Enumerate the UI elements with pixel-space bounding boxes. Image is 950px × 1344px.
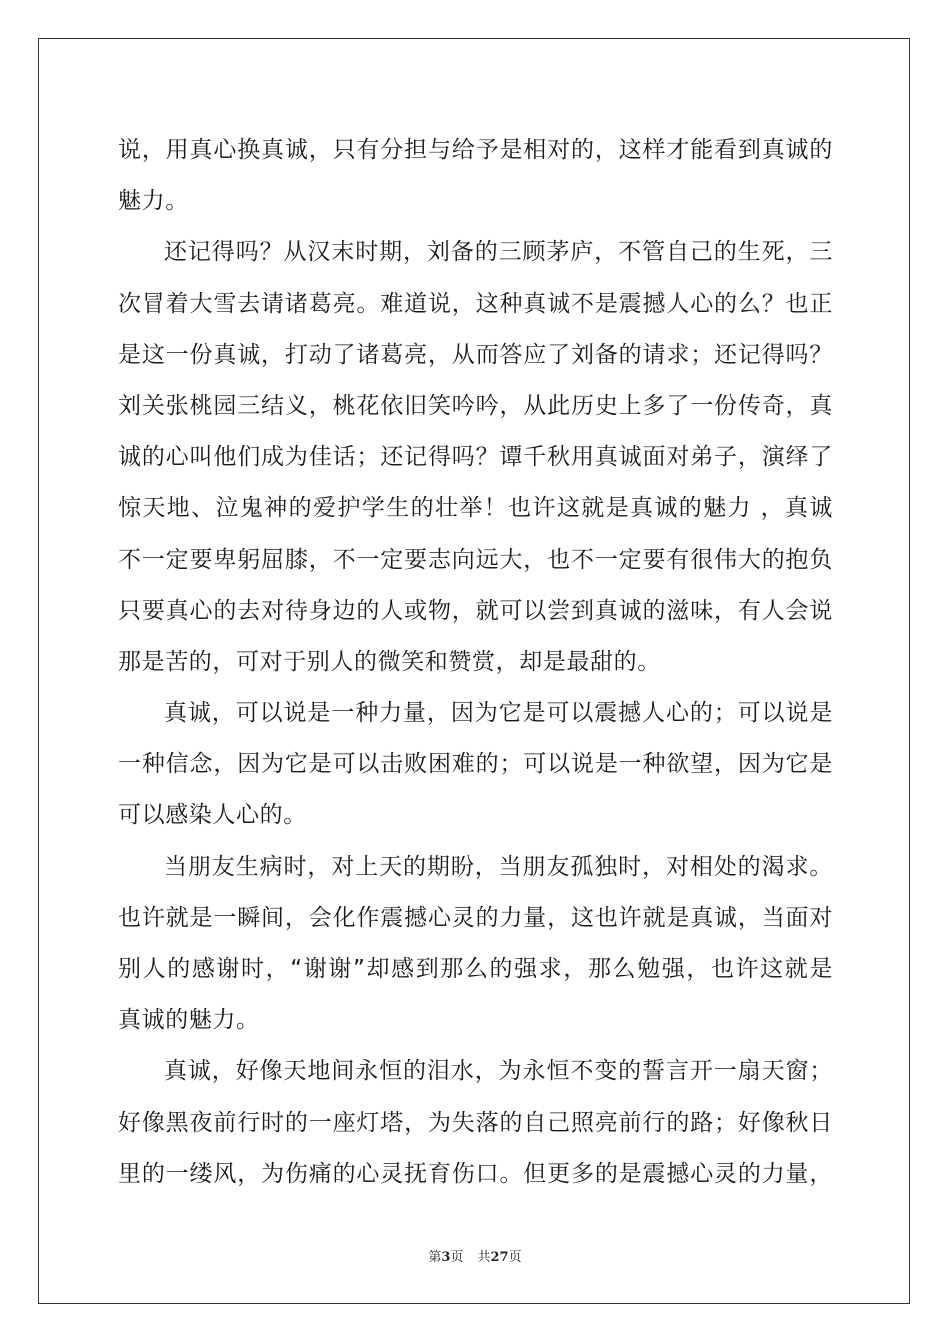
text-line: 次冒着大雪去请诸葛亮。难道说，这种真诚不是震撼人心的么？也正 [118,290,833,317]
text-line: 是这一份真诚，打动了诸葛亮，从而答应了刘备的请求；还记得吗？ [118,341,833,368]
text-line: 真诚，好像天地间永恒的泪水，为永恒不变的誓言开一扇天窗； [164,1058,833,1085]
total-pages: 27 [490,1250,509,1265]
page-suffix: 页 [450,1250,464,1265]
text-line: 魅力。 [118,188,189,215]
text-line: 当朋友生病时，对上天的期盼，当朋友孤独时，对相处的渴求。 [164,853,833,880]
text-line: 惊天地、泣鬼神的爱护学生的壮举！也许这就是真诚的魅力 ，真诚 [118,495,833,522]
text-line: 刘关张桃园三结义，桃花依旧笑吟吟，从此历史上多了一份传奇，真 [118,392,833,419]
text-line: 还记得吗？从汉末时期，刘备的三顾茅庐，不管自己的生死，三 [164,239,833,266]
text-line: 好像黑夜前行时的一座灯塔，为失落的自己照亮前行的路；好像秋日 [118,1109,833,1136]
page-prefix: 第 [428,1250,442,1265]
text-line: 那是苦的，可对于别人的微笑和赞赏，却是最甜的。 [118,648,661,675]
text-line: 一种信念，因为它是可以击败困难的；可以说是一种欲望，因为它是 [118,751,833,778]
total-suffix: 页 [508,1250,522,1265]
text-line: 别人的感谢时，“谢谢”却感到那么的强求，那么勉强，也许这就是 [118,956,833,982]
total-prefix: 共 [477,1250,491,1265]
text-line: 诚的心叫他们成为佳话；还记得吗？谭千秋用真诚面对弟子，演绎了 [118,444,833,471]
text-line: 可以感染人心的。 [118,802,307,829]
text-line: 里的一缕风，为伤痛的心灵抚育伤口。但更多的是震撼心灵的力量， [118,1160,833,1187]
text-line: 真诚，可以说是一种力量，因为它是可以震撼人心的；可以说是 [164,700,833,727]
text-line: 说，用真心换真诚，只有分担与给予是相对的，这样才能看到真诚的 [118,137,833,163]
text-line: 只要真心的去对待身边的人或物，就可以尝到真诚的滋味，有人会说 [118,597,833,624]
text-line: 也许就是一瞬间，会化作震撼心灵的力量，这也许就是真诚，当面对 [118,904,833,931]
text-line: 真诚的魅力。 [118,1007,260,1034]
page-number: 3 [441,1250,451,1265]
text-line: 不一定要卑躬屈膝，不一定要志向远大，也不一定要有很伟大的抱负 [118,546,833,573]
document-body [118,125,833,1200]
page-footer [0,1246,950,1265]
